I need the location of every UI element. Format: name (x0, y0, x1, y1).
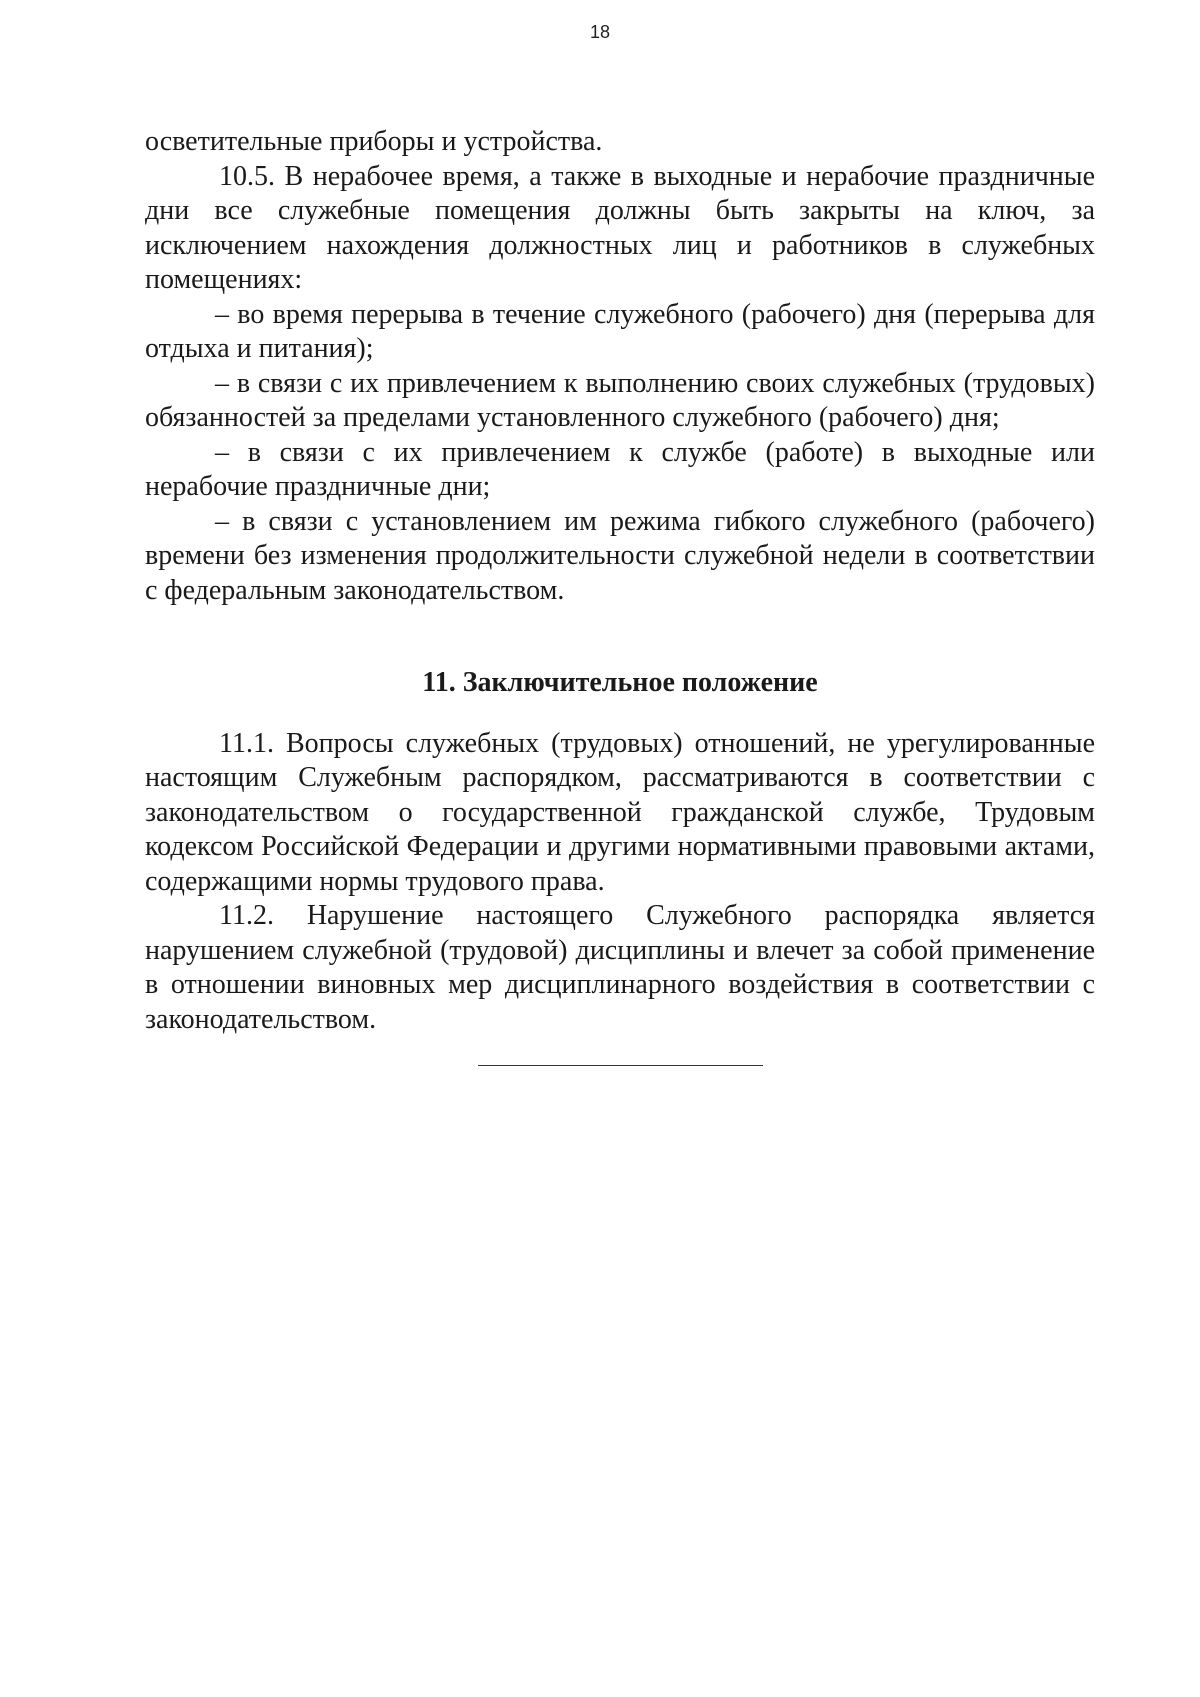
paragraph-11-1: 11.1. Вопросы служебных (трудовых) отношений, не урегулированные настоящим Служебным распорядком, рассматриваются в соответствии с законодательством о государственной гражданской службе, Трудовым кодексом Российской Федерации и другими нормативными правовыми актами, содержащими нормы трудового права. (145, 727, 1095, 897)
list-item: – в связи с установлением им режима гибкого служебного (рабочего) времени без изменения продолжительности служебной недели в соответствии с федеральным законодательством. (145, 505, 1095, 606)
paragraph-11-2: 11.2. Нарушение настоящего Служебного распорядка является нарушением служебной (трудовой) дисциплины и влечет за собой применение в отношении виновных мер дисциплинарного воздействия в соответствии с законодательством. (145, 900, 1095, 1035)
paragraph-continuation: осветительные приборы и устройства. (145, 126, 603, 157)
section-heading: 11. Заключительное положение (422, 667, 818, 698)
page-number: 18 (589, 22, 611, 42)
list-item: – в связи с их привлечением к выполнению своих служебных (трудовых) обязанностей за пределами установленного служебного (рабочего) дня; (145, 367, 1095, 433)
list-item: – в связи с их привлечением к службе (работе) в выходные или нерабочие праздничные дни; (145, 436, 1095, 502)
end-divider (478, 1065, 763, 1066)
document-body (145, 125, 1095, 1066)
list-item: – во время перерыва в течение служебного (рабочего) дня (перерыва для отдыха и питания); (145, 298, 1095, 364)
paragraph-10-5: 10.5. В нерабочее время, а также в выходные и нерабочие праздничные дни все служебные помещения должны быть закрыты на ключ, за исключением нахождения должностных лиц и работников в служебных помещениях: (145, 160, 1095, 295)
